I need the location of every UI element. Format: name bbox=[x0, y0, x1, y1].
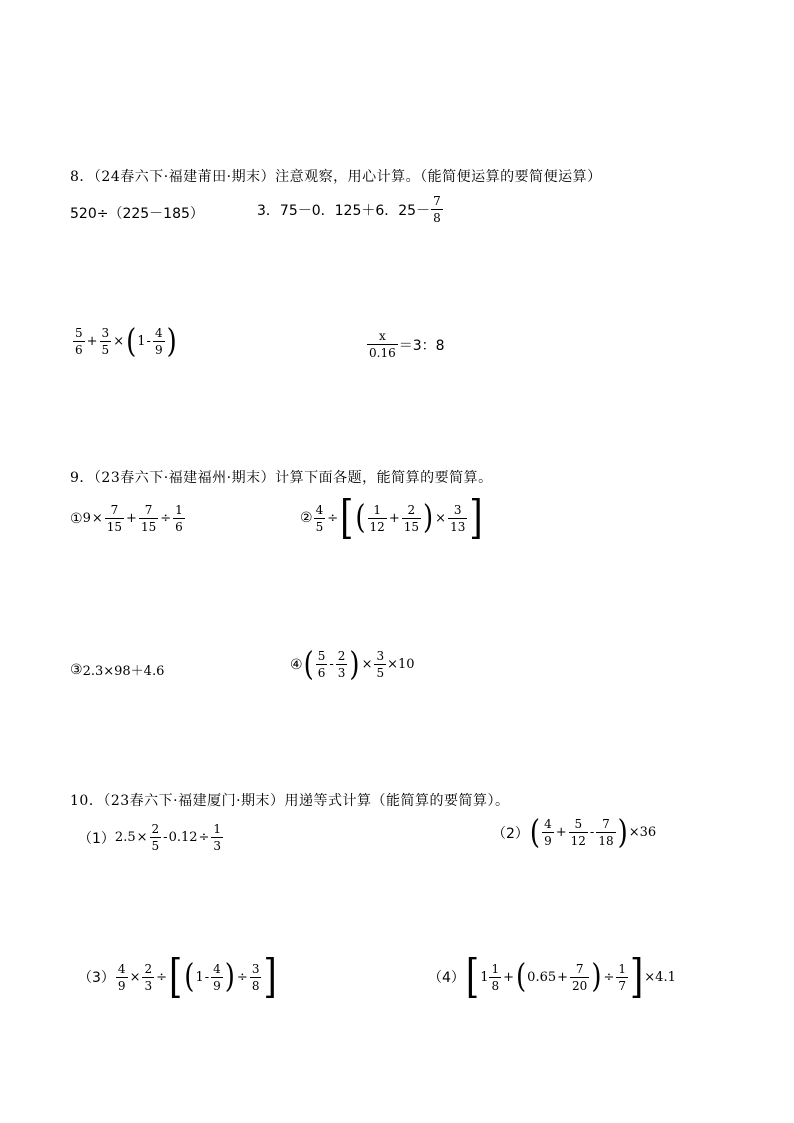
fraction: $\frac{7}{18}$ bbox=[598, 817, 614, 848]
q8-e2-text: 3．75－0．125＋6．25－ bbox=[257, 202, 431, 219]
q10-problem-2: （2） ( $\frac{4}{9}$ + $\frac{5}{12}$ - $\frac{7}{18}$ ) ×36 bbox=[492, 813, 657, 852]
q9-problem-2: ② $\frac{4}{5}$ ÷ [ ( $\frac{1}{12}$ + $\frac{2}{15}$ ) × $\frac{3}{13}$ ] bbox=[300, 491, 483, 545]
q8-expression-1: 520÷（225－185） bbox=[70, 206, 204, 222]
q10-problem-3: （3） $\frac{4}{9}$ × $\frac{2}{3}$ ÷ [ ( 1 - $\frac{4}{9}$ ) ÷ $\frac{3}{8}$ ] bbox=[78, 950, 277, 1004]
fraction: $\frac{5}{6}$ bbox=[317, 649, 326, 680]
fraction: $\frac{1}{6}$ bbox=[175, 503, 183, 534]
q9-problem-4: ④ ( $\frac{5}{6}$ - $\frac{2}{3}$ ) × $\frac{3}{5}$ ×10 bbox=[290, 645, 415, 684]
fraction: $\frac{5}{12}$ bbox=[570, 817, 586, 848]
fraction: $\frac{2}{3}$ bbox=[337, 649, 346, 680]
q9-problem-1: ① 9 × $\frac{7}{15}$ + $\frac{7}{15}$ ÷ $\frac{1}{6}$ bbox=[70, 503, 183, 534]
problem-label: ③ bbox=[70, 661, 83, 678]
q8-e4-rhs: ＝3：8 bbox=[398, 337, 445, 354]
fraction: $\frac{7}{8}$ bbox=[433, 194, 441, 225]
problem-label: ② bbox=[300, 510, 313, 526]
fraction: $\frac{1}{7}$ bbox=[618, 961, 627, 993]
fraction: $\frac{7}{15}$ bbox=[140, 503, 157, 534]
question-8-header: 8．（24春六下·福建莆田·期末）注意观察，用心计算。（能简便运算的要简便运算） bbox=[70, 169, 602, 185]
fraction: $\frac{2}{5}$ bbox=[151, 822, 160, 853]
q10-problem-1: （1） 2.5 × $\frac{2}{5}$ - 0.12 ÷ $\frac{1}{3}$ bbox=[78, 822, 222, 853]
problem-label: ① bbox=[70, 510, 83, 527]
problem-label: （2） bbox=[492, 825, 529, 842]
fraction: $\frac{4}{9}$ bbox=[544, 817, 552, 848]
fraction: $\frac{2}{15}$ bbox=[403, 502, 419, 534]
fraction: $\frac{5}{6}$ bbox=[75, 326, 83, 357]
question-9-header: 9．（23春六下·福建福州·期末）计算下面各题，能简算的要简算。 bbox=[70, 470, 493, 486]
fraction: $\frac{3}{8}$ bbox=[251, 961, 260, 993]
fraction: $\frac{1}{8}$ bbox=[491, 961, 500, 993]
q8-expression-2 bbox=[257, 195, 444, 224]
problem-label: （4） bbox=[428, 970, 465, 986]
fraction: $\frac{3}{13}$ bbox=[450, 502, 466, 534]
fraction: $\frac{1}{12}$ bbox=[369, 502, 385, 534]
fraction: $\frac{3}{5}$ bbox=[376, 649, 385, 680]
q8-equation-4 bbox=[366, 330, 445, 359]
fraction: $\frac{4}{5}$ bbox=[315, 502, 324, 534]
fraction: $\frac{4}{9}$ bbox=[154, 326, 163, 357]
fraction: $\frac{4}{9}$ bbox=[213, 961, 221, 993]
fraction: $\frac{x}{0.16}$ bbox=[369, 329, 396, 360]
fraction: $\frac{1}{3}$ bbox=[213, 822, 222, 853]
problem-label: ④ bbox=[290, 656, 303, 673]
problem-label: （3） bbox=[78, 970, 115, 986]
q10-problem-4: （4） [ 1 $\frac{1}{8}$ + ( 0.65 + $\frac{7}{20}$ ) ÷ $\frac{1}{7}$ ] ×4.1 bbox=[428, 950, 676, 1004]
q9-problem-3: ③ 2.3×98＋4.6 bbox=[70, 661, 165, 679]
problem-label: （1） bbox=[78, 830, 115, 847]
fraction: $\frac{2}{3}$ bbox=[144, 961, 153, 993]
fraction: $\frac{7}{15}$ bbox=[106, 503, 123, 534]
fraction: $\frac{7}{20}$ bbox=[572, 961, 588, 993]
fraction: $\frac{4}{9}$ bbox=[117, 961, 126, 993]
fraction: $\frac{3}{5}$ bbox=[101, 326, 110, 357]
q8-expression-3: $\frac{5}{6}$ + $\frac{3}{5}$ × ( 1 - $\frac{4}{9}$ ) bbox=[75, 322, 177, 361]
question-10-header: 10．（23春六下·福建厦门·期末）用递等式计算（能简算的要简算）。 bbox=[70, 793, 510, 809]
